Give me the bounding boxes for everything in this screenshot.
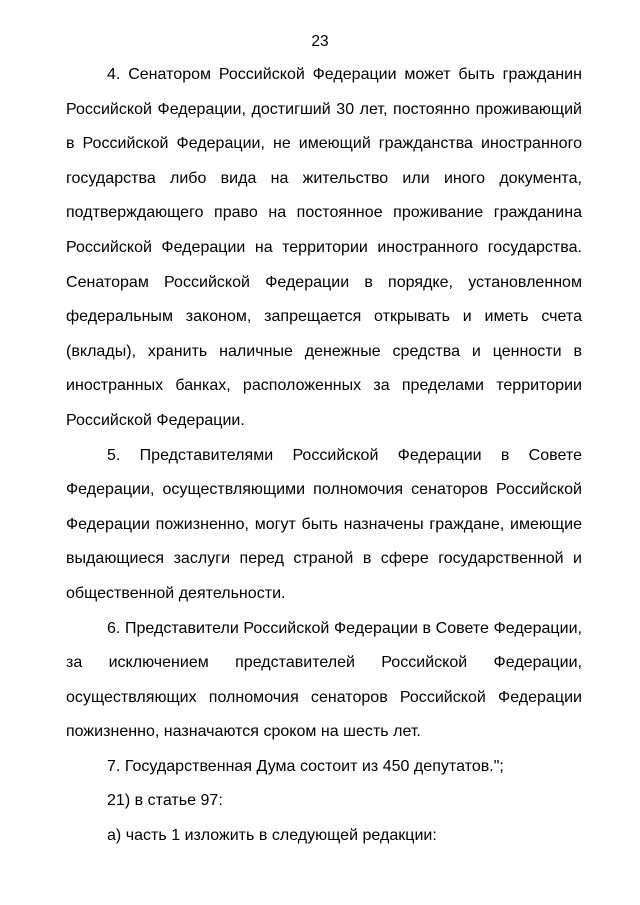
paragraph-lifetime-representatives: 5. Представителями Российской Федерации в Совете Федерации, осуществляющими полномочия сенаторов Российской Федерации пожизненно, могут быть назначены граждане, имеющие выдающиеся заслуги перед страной в сфере государственной и общественной деятельности.	[66, 446, 582, 602]
page-number: 23	[311, 33, 329, 50]
paragraph-senator-requirements: 4. Сенатором Российской Федерации может быть гражданин Российской Федерации, достигший 30 лет, постоянно проживающий в Российской Федерации, не имеющий гражданства иностранного государства либо вида на жительство или иного документа, подтверждающего право на постоянное проживание гражданина Российской Федерации на территории иностранного государства. Сенаторам Российской Федерации в порядке, установленном федеральным законом, запрещается открывать и иметь счета (вклады), хранить наличные денежные средства и ценности в иностранных банках, расположенных за пределами территории Российской Федерации.	[66, 66, 582, 429]
paragraph-part-1: а) часть 1 изложить в следующей редакции:	[107, 827, 437, 845]
paragraph-term-of-office: 6. Представители Российской Федерации в Совете Федерации, за исключением представителей Российской Федерации, осуществляющих полномочия сенаторов Российской Федерации пожизненно, назначаются сроком на шесть лет.	[66, 619, 582, 741]
document-body	[66, 58, 582, 854]
paragraph-article-97: 21) в статье 97:	[107, 792, 223, 810]
paragraph-state-duma: 7. Государственная Дума состоит из 450 депутатов.";	[107, 757, 504, 775]
